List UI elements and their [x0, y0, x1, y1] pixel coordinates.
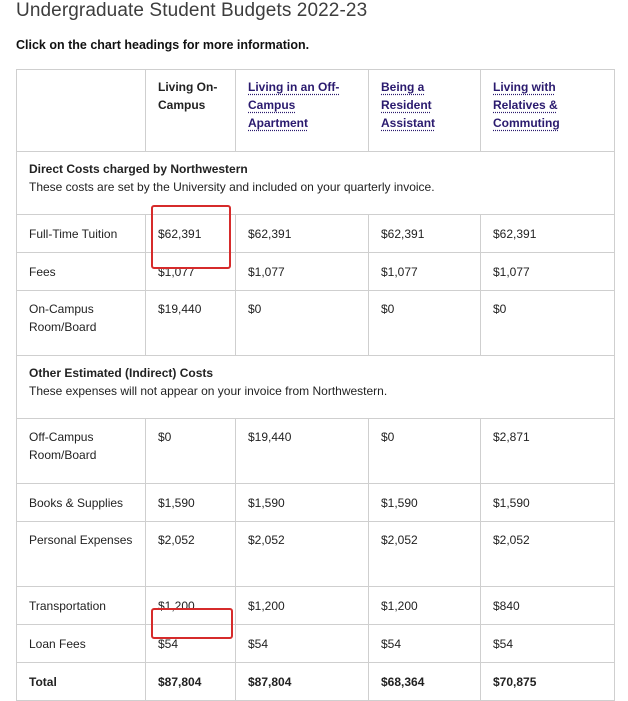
table-row-fees: [17, 253, 615, 291]
value-cell: $1,200: [369, 587, 481, 625]
value-cell: $1,590: [236, 484, 369, 522]
header-row: [17, 70, 615, 152]
value-cell: $1,590: [481, 484, 615, 522]
value-cell: $1,077: [236, 253, 369, 291]
value-cell: $1,200: [146, 587, 236, 625]
value-cell: $1,200: [236, 587, 369, 625]
table-row-personal-expenses: [17, 522, 615, 587]
value-cell: $19,440: [146, 291, 236, 356]
value-cell: $54: [481, 625, 615, 663]
value-cell: $2,052: [146, 522, 236, 587]
header-link-off-campus-apartment[interactable]: Living in an Off-Campus Apartment: [248, 80, 340, 130]
table-row-total: [17, 663, 615, 701]
value-cell: $54: [236, 625, 369, 663]
section-title: Other Estimated (Indirect) Costs: [29, 366, 214, 380]
table-row-books-supplies: [17, 484, 615, 522]
value-cell: $62,391: [481, 215, 615, 253]
value-cell: $2,052: [236, 522, 369, 587]
value-cell: $54: [146, 625, 236, 663]
header-link-relatives-commuting[interactable]: Living with Relatives & Commuting: [493, 80, 560, 130]
total-value-cell: $68,364: [369, 663, 481, 701]
value-cell: $840: [481, 587, 615, 625]
row-label: Off-Campus Room/Board: [17, 419, 146, 484]
section-title: Direct Costs charged by Northwestern: [29, 162, 248, 176]
value-cell: $1,077: [146, 253, 236, 291]
section-row-direct-costs: [17, 152, 615, 215]
value-cell: $0: [369, 291, 481, 356]
budget-table: [16, 69, 615, 701]
table-row-tuition: [17, 215, 615, 253]
value-cell: $62,391: [369, 215, 481, 253]
page-title: Undergraduate Student Budgets 2022-23: [16, 0, 368, 21]
value-cell: $2,052: [481, 522, 615, 587]
row-label: Personal Expenses: [17, 522, 146, 587]
value-cell: $1,590: [146, 484, 236, 522]
value-cell: $1,077: [481, 253, 615, 291]
section-description: These costs are set by the University and included on your quarterly invoice.: [29, 180, 435, 194]
table-row-on-campus-room-board: [17, 291, 615, 356]
total-value-cell: $70,875: [481, 663, 615, 701]
table-row-off-campus-room-board: [17, 419, 615, 484]
row-label: Books & Supplies: [17, 484, 146, 522]
value-cell: $62,391: [236, 215, 369, 253]
row-label: Transportation: [17, 587, 146, 625]
row-label: On-Campus Room/Board: [17, 291, 146, 356]
value-cell: $62,391: [146, 215, 236, 253]
header-off-campus-apartment[interactable]: [236, 70, 369, 152]
header-label-on-campus: Living On-Campus: [158, 80, 218, 112]
value-cell: $2,052: [369, 522, 481, 587]
row-label: Loan Fees: [17, 625, 146, 663]
table-row-transportation: [17, 587, 615, 625]
value-cell: $54: [369, 625, 481, 663]
header-on-campus: [146, 70, 236, 152]
header-resident-assistant[interactable]: [369, 70, 481, 152]
row-label: Fees: [17, 253, 146, 291]
value-cell: $0: [369, 419, 481, 484]
section-cell: [17, 152, 615, 215]
value-cell: $2,871: [481, 419, 615, 484]
total-value-cell: $87,804: [236, 663, 369, 701]
row-label: Full-Time Tuition: [17, 215, 146, 253]
value-cell: $0: [481, 291, 615, 356]
header-empty-cell: [17, 70, 146, 152]
value-cell: $0: [146, 419, 236, 484]
value-cell: $1,077: [369, 253, 481, 291]
table-row-loan-fees: [17, 625, 615, 663]
header-relatives-commuting[interactable]: [481, 70, 615, 152]
page-instructions: Click on the chart headings for more information.: [16, 38, 310, 52]
value-cell: $1,590: [369, 484, 481, 522]
total-value-cell: $87,804: [146, 663, 236, 701]
section-cell: [17, 356, 615, 419]
section-row-indirect-costs: [17, 356, 615, 419]
value-cell: $19,440: [236, 419, 369, 484]
value-cell: $0: [236, 291, 369, 356]
total-label: Total: [17, 663, 146, 701]
header-link-resident-assistant[interactable]: Being a Resident Assistant: [381, 80, 436, 130]
section-description: These expenses will not appear on your invoice from Northwestern.: [29, 384, 388, 398]
